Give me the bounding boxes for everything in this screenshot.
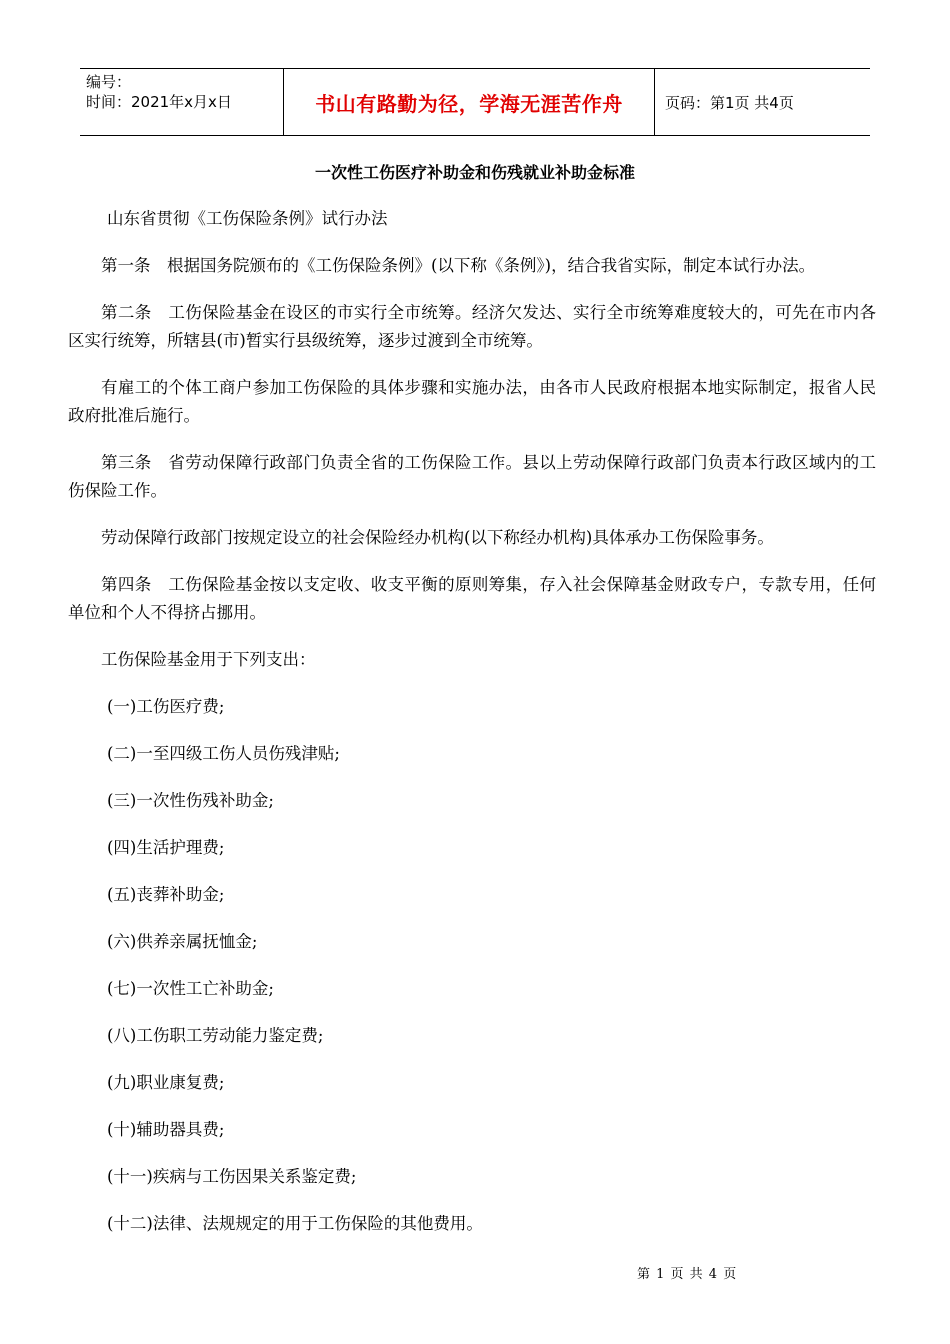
document-number-label: 编号： <box>86 73 132 91</box>
list-item: (二)一至四级工伤人员伤残津贴; <box>107 744 340 763</box>
paragraph: 有雇工的个体工商户参加工伤保险的具体步骤和实施办法，由各市人民政府根据本地实际制定，报省人民政府批准后施行。 <box>68 378 876 425</box>
list-item: (四)生活护理费; <box>107 838 225 857</box>
paragraph: 第四条 工伤保险基金按以支定收、收支平衡的原则筹集，存入社会保障基金财政专户，专款专用，任何单位和个人不得挤占挪用。 <box>68 575 876 622</box>
document-body <box>68 205 876 1257</box>
page-footer: 第 1 页 共 4 页 <box>637 1267 738 1282</box>
header-meta <box>80 69 283 135</box>
list-item: (五)丧葬补助金; <box>107 885 225 904</box>
list-item: (七)一次性工亡补助金; <box>107 979 274 998</box>
document-time-label: 时间：2021年x月x日 <box>86 93 232 111</box>
list-item: (一)工伤医疗费; <box>107 697 225 716</box>
document-title: 一次性工伤医疗补助金和伤残就业补助金标准 <box>314 163 635 182</box>
list-item: (八)工伤职工劳动能力鉴定费; <box>107 1026 324 1045</box>
list-item: (九)职业康复费; <box>107 1073 225 1092</box>
header-slogan-cell <box>283 69 655 135</box>
list-item: (六)供养亲属抚恤金; <box>107 932 258 951</box>
list-item: (十二)法律、法规规定的用于工伤保险的其他费用。 <box>107 1214 483 1233</box>
paragraph: 工伤保险基金用于下列支出： <box>101 650 316 669</box>
list-item: (三)一次性伤残补助金; <box>107 791 274 810</box>
page-header <box>80 68 870 136</box>
header-slogan: 书山有路勤为径，学海无涯苦作舟 <box>315 91 623 116</box>
paragraph: 第三条 省劳动保障行政部门负责全省的工伤保险工作。县以上劳动保障行政部门负责本行政区域内的工伤保险工作。 <box>68 453 876 500</box>
document-subtitle: 山东省贯彻《工伤保险条例》试行办法 <box>107 209 388 228</box>
paragraph: 第二条 工伤保险基金在设区的市实行全市统筹。经济欠发达、实行全市统筹难度较大的，可先在市内各区实行统筹，所辖县(市)暂实行县级统筹，逐步过渡到全市统筹。 <box>68 303 876 350</box>
header-page-info: 页码：第1页 共4页 <box>665 93 794 112</box>
list-item: (十一)疾病与工伤因果关系鉴定费; <box>107 1167 357 1186</box>
paragraph: 劳动保障行政部门按规定设立的社会保险经办机构(以下称经办机构)具体承办工伤保险事务。 <box>101 528 774 547</box>
list-item: (十)辅助器具费; <box>107 1120 225 1139</box>
paragraph: 第一条 根据国务院颁布的《工伤保险条例》(以下称《条例》)，结合我省实际，制定本试行办法。 <box>101 256 816 275</box>
